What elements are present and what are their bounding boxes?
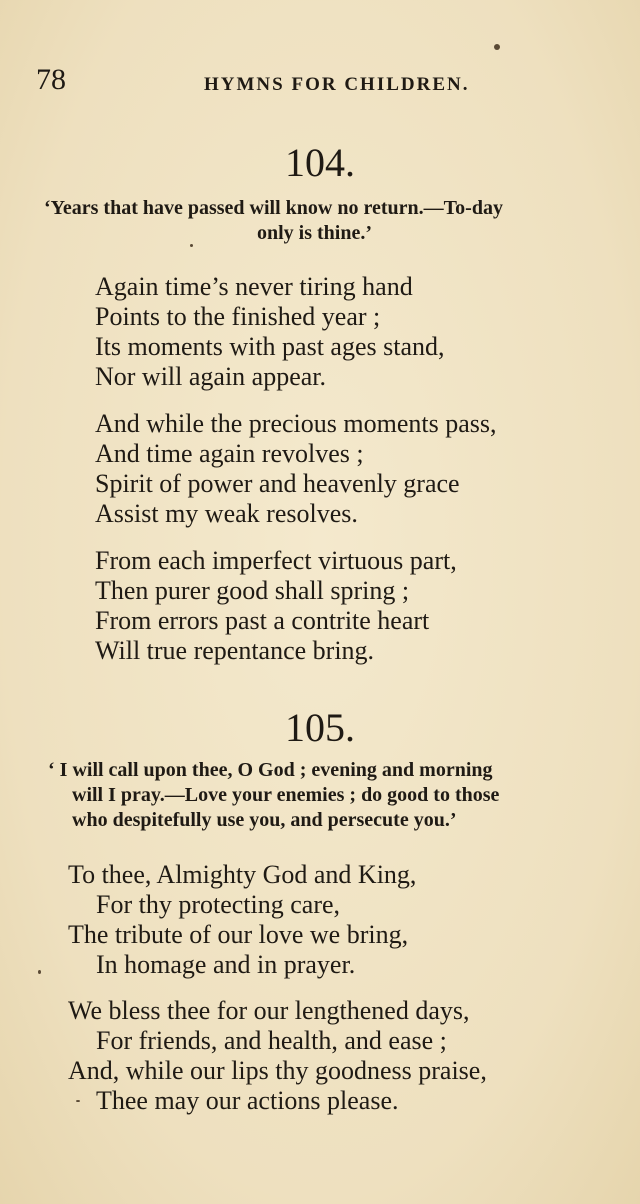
hymn-104-stanza-3 (95, 546, 457, 666)
verse-line: Again time’s never tiring hand (95, 272, 413, 301)
verse-line: And, while our lips thy goodness praise, (68, 1056, 487, 1085)
verse-line: Then purer good shall spring ; (95, 576, 410, 605)
hymn-number-105: 105. (285, 705, 355, 750)
verse-line: And time again revolves ; (95, 439, 364, 468)
verse-line: Points to the finished year ; (95, 302, 381, 331)
epigraph-line: who despitefully use you, and persecute you.’ (72, 809, 457, 831)
verse-line: From each imperfect virtuous part, (95, 546, 457, 575)
ink-speck (38, 970, 41, 974)
hymn-104-stanza-1 (95, 272, 445, 392)
page-number: 78 (36, 63, 66, 96)
verse-line: Spirit of power and heavenly grace (95, 469, 460, 498)
hymn-105-epigraph (48, 758, 618, 833)
ink-speck (76, 1100, 80, 1102)
verse-line: To thee, Almighty God and King, (68, 860, 417, 889)
verse-line: Will true repentance bring. (95, 636, 375, 665)
verse-line: In homage and in prayer. (96, 950, 356, 979)
verse-line: The tribute of our love we bring, (68, 920, 409, 949)
hymn-number-104: 104. (285, 140, 355, 185)
verse-line: We bless thee for our lengthened days, (68, 996, 470, 1025)
verse-line: From errors past a contrite heart (95, 606, 430, 635)
verse-line: For thy protecting care, (96, 890, 341, 919)
hymn-104-epigraph (44, 196, 604, 246)
verse-line: Thee may our actions please. (96, 1086, 399, 1115)
hymn-105-stanza-2 (68, 996, 487, 1116)
epigraph-line: only is thine.’ (257, 222, 373, 244)
ink-speck (190, 244, 193, 247)
epigraph-line: ‘Years that have passed will know no return.—To-day (44, 197, 503, 219)
verse-line: For friends, and health, and ease ; (96, 1026, 447, 1055)
ink-speck (494, 44, 500, 50)
verse-line: Assist my weak resolves. (95, 499, 358, 528)
verse-line: Its moments with past ages stand, (95, 332, 445, 361)
hymn-104-stanza-2 (95, 409, 497, 529)
epigraph-line: ‘ I will call upon thee, O God ; evening and morning (48, 759, 493, 781)
running-head: HYMNS FOR CHILDREN. (204, 74, 470, 95)
hymn-105-stanza-1 (68, 860, 416, 980)
epigraph-line: will I pray.—Love your enemies ; do good to those (72, 784, 500, 806)
verse-line: And while the precious moments pass, (95, 409, 497, 438)
verse-line: Nor will again appear. (95, 362, 327, 391)
